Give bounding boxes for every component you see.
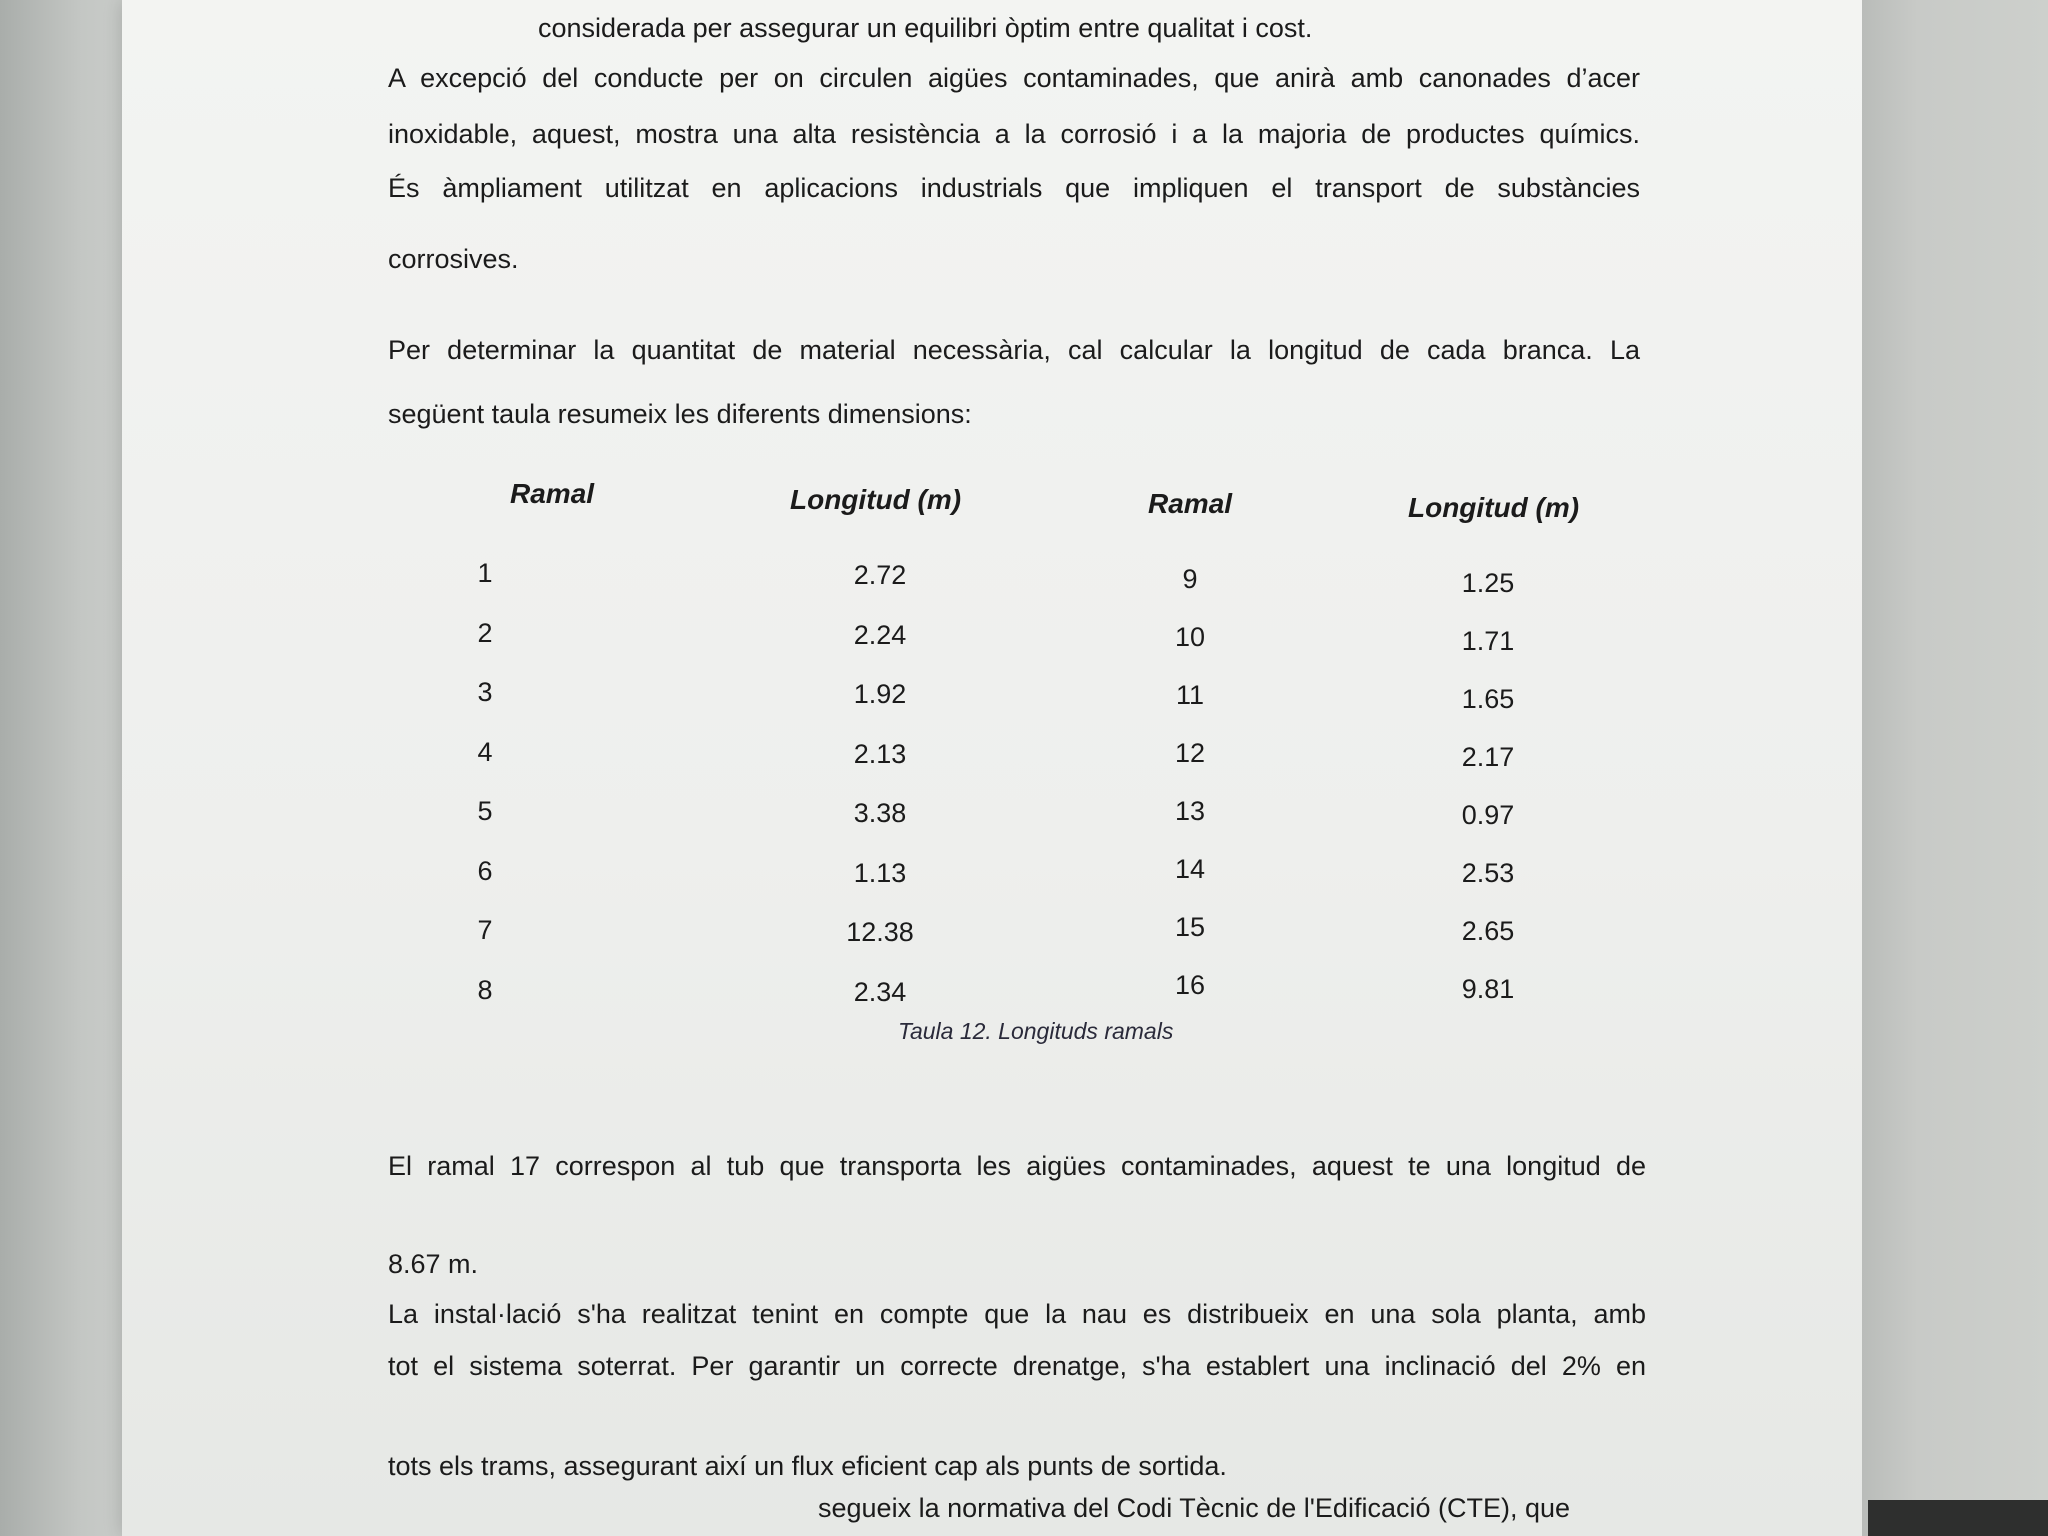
paragraph1-line-3: És àmpliament utilitzat en aplicacions industrials que impliquen el transport de substàncies <box>388 173 1640 203</box>
paragraph4-line-3: tots els trams, assegurant així un flux eficient cap als punts de sortida. <box>388 1451 1227 1481</box>
cell-ramal-1: 1 <box>477 558 493 588</box>
cell-longitud-8: 2.34 <box>853 976 907 1007</box>
cell-longitud-1: 2.72 <box>853 560 907 590</box>
cell-ramal-13: 13 <box>1174 796 1206 826</box>
cell-ramal-3: 3 <box>477 677 493 707</box>
cell-ramal-12: 12 <box>1174 738 1206 768</box>
cell-ramal-5: 5 <box>477 796 493 826</box>
lengths-table <box>388 470 1650 1050</box>
paragraph2-line-1: Per determinar la quantitat de material necessària, cal calcular la longitud de cada branca. La <box>388 335 1640 365</box>
screen-bezel-corner <box>1868 1500 2048 1536</box>
cell-longitud-9: 1.25 <box>1461 568 1515 598</box>
cell-longitud-7: 12.38 <box>846 917 914 947</box>
background-right <box>1862 0 2048 1536</box>
cell-ramal-2: 2 <box>477 617 493 648</box>
cell-ramal-8: 8 <box>477 974 493 1005</box>
cell-ramal-15: 15 <box>1174 912 1206 942</box>
header-longitud-right: Longitud (m) <box>1408 492 1580 523</box>
cell-longitud-12: 2.17 <box>1461 742 1515 772</box>
cell-ramal-9: 9 <box>1182 564 1198 594</box>
table-caption: Taula 12. Longituds ramals <box>898 1018 1174 1044</box>
paragraph2-line-2: següent taula resumeix les diferents dimensions: <box>388 399 972 429</box>
cell-longitud-15: 2.65 <box>1461 916 1515 946</box>
cell-longitud-10: 1.71 <box>1461 626 1515 656</box>
header-ramal-right: Ramal <box>1148 488 1233 519</box>
cell-longitud-11: 1.65 <box>1461 684 1515 714</box>
cell-longitud-2: 2.24 <box>853 619 907 650</box>
cell-ramal-7: 7 <box>477 915 493 945</box>
cell-longitud-13: 0.97 <box>1461 800 1515 830</box>
paragraph4-line-2: tot el sistema soterrat. Per garantir un correcte drenatge, s'ha establert una inclinació del 2% en <box>388 1351 1646 1381</box>
cell-longitud-4: 2.13 <box>853 738 907 769</box>
footer-fragment: segueix la normativa del Codi Tècnic de l'Edificació (CTE), que <box>818 1493 1571 1523</box>
paragraph4-line-1: La instal·lació s'ha realitzat tenint en compte que la nau es distribueix en una sola planta, amb <box>388 1299 1646 1329</box>
cell-longitud-5: 3.38 <box>853 798 907 828</box>
cell-longitud-3: 1.92 <box>853 679 907 709</box>
cell-ramal-10: 10 <box>1174 622 1206 652</box>
cell-ramal-14: 14 <box>1174 854 1206 884</box>
cell-longitud-14: 2.53 <box>1461 858 1515 888</box>
intro-fragment: considerada per assegurar un equilibri òptim entre qualitat i cost. <box>538 13 1313 43</box>
header-ramal-left: Ramal <box>510 478 595 509</box>
paragraph1-line-4: corrosives. <box>388 244 519 274</box>
paragraph1-line-1: A excepció del conducte per on circulen aigües contaminades, que anirà amb canonades d’acer <box>388 63 1640 93</box>
cell-ramal-4: 4 <box>477 736 493 767</box>
paragraph3-line-2: 8.67 m. <box>388 1249 479 1279</box>
cell-longitud-16: 9.81 <box>1461 974 1515 1004</box>
cell-ramal-16: 16 <box>1174 970 1206 1000</box>
header-longitud-left: Longitud (m) <box>790 484 962 515</box>
cell-ramal-6: 6 <box>477 855 493 886</box>
paragraph3-line-1: El ramal 17 correspon al tub que transporta les aigües contaminades, aquest te una longitud de <box>388 1151 1646 1181</box>
cell-ramal-11: 11 <box>1175 680 1205 710</box>
cell-longitud-6: 1.13 <box>853 857 907 888</box>
paragraph1-line-2: inoxidable, aquest, mostra una alta resistència a la corrosió i a la majoria de productes químics. <box>388 119 1640 149</box>
